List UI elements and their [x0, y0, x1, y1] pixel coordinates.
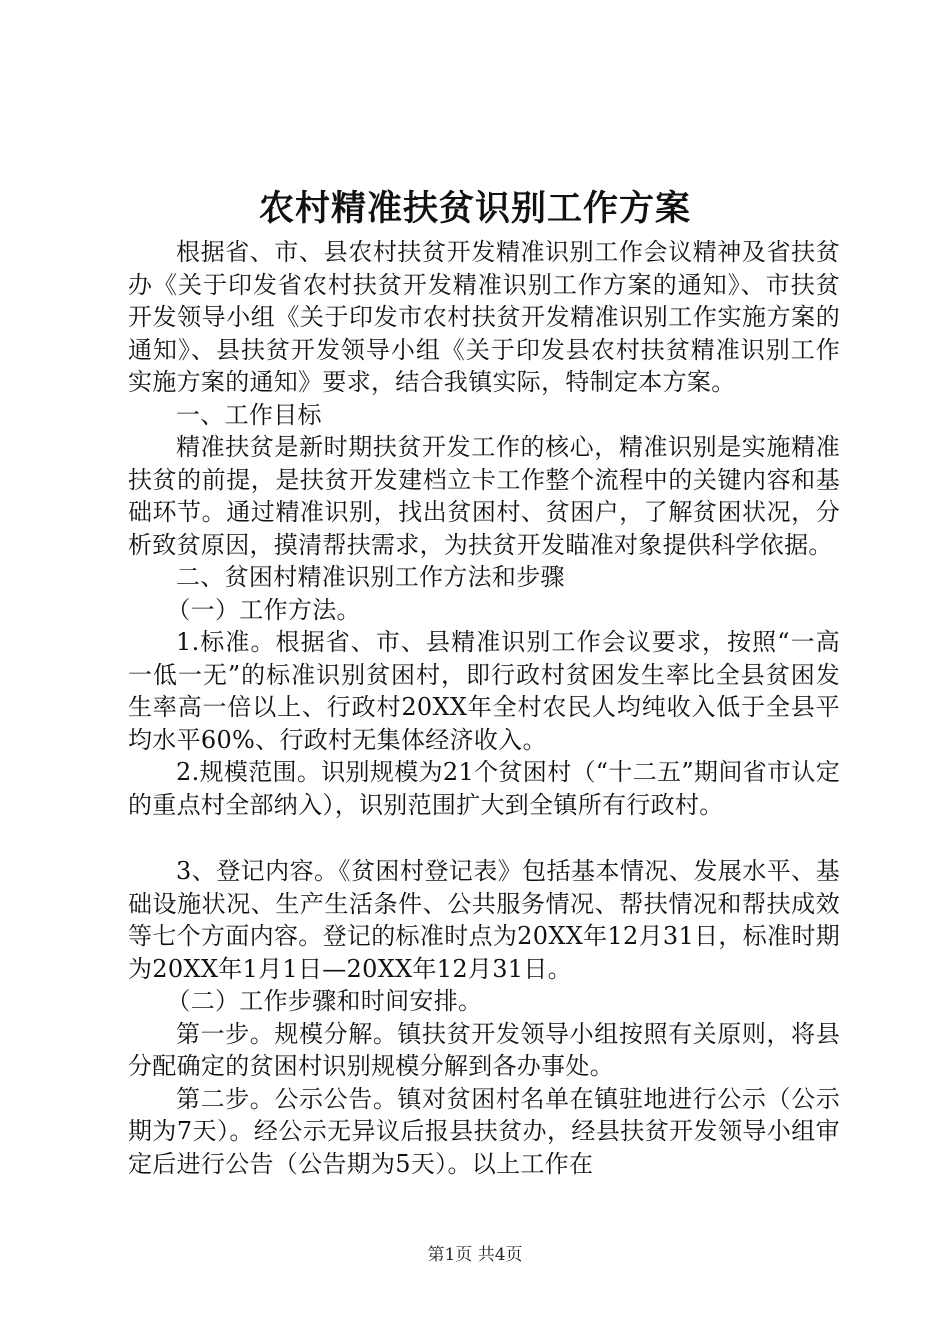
paragraph-scope: 2.规模范围。识别规模为21个贫困村（“十二五”期间省市认定的重点村全部纳入），识别范围扩大到全镇所有行政村。: [128, 758, 840, 819]
paragraph-registration: 3、登记内容。《贫困村登记表》包括基本情况、发展水平、基础设施状况、生产生活条件、公共服务情况、帮扶情况和帮扶成效等七个方面内容。登记的标准时点为20XX年12月31日，标准时期为20XX年1月1日—20XX年12月31日。: [128, 857, 840, 983]
subheading-methods: （一）工作方法。: [166, 595, 361, 624]
document-title: 农村精准扶贫识别工作方案: [258, 188, 691, 229]
heading-methods-steps: 二、贫困村精准识别工作方法和步骤: [176, 563, 565, 591]
document-body: [128, 236, 840, 1180]
paragraph-step-two: 第二步。公示公告。镇对贫困村名单在镇驻地进行公示（公示期为7天）。经公示无异议后报县扶贫办，经县扶贫开发领导小组审定后进行公告（公告期为5天）。以上工作在: [128, 1084, 840, 1178]
paragraph-standard: 1.标准。根据省、市、县精准识别工作会议要求，按照“一高一低一无”的标准识别贫困村，即行政村贫困发生率比全县贫困发生率高一倍以上、行政村20XX年全村农民人均纯收入低于全县平均水平60%、行政村无集体经济收入。: [128, 628, 840, 754]
paragraph-step-one: 第一步。规模分解。镇扶贫开发领导小组按照有关原则，将县分配确定的贫困村识别规模分解到各办事处。: [128, 1019, 840, 1080]
heading-work-goal: 一、工作目标: [176, 400, 322, 429]
paragraph-intro: 根据省、市、县农村扶贫开发精准识别工作会议精神及省扶贫办《关于印发省农村扶贫开发精准识别工作方案的通知》、市扶贫开发领导小组《关于印发市农村扶贫开发精准识别工作实施方案的通知》、县扶贫开发领导小组《关于印发县农村扶贫精准识别工作实施方案的通知》要求，结合我镇实际，特制定本方案。: [128, 238, 840, 396]
paragraph-work-goal: 精准扶贫是新时期扶贫开发工作的核心，精准识别是实施精准扶贫的前提，是扶贫开发建档立卡工作整个流程中的关键内容和基础环节。通过精准识别，找出贫困村、贫困户，了解贫困状况，分析致贫原因，摸清帮扶需求，为扶贫开发瞄准对象提供科学依据。: [128, 433, 840, 559]
page-number-footer: 第1页 共4页: [427, 1245, 523, 1265]
subheading-steps-schedule: （二）工作步骤和时间安排。: [166, 987, 483, 1015]
